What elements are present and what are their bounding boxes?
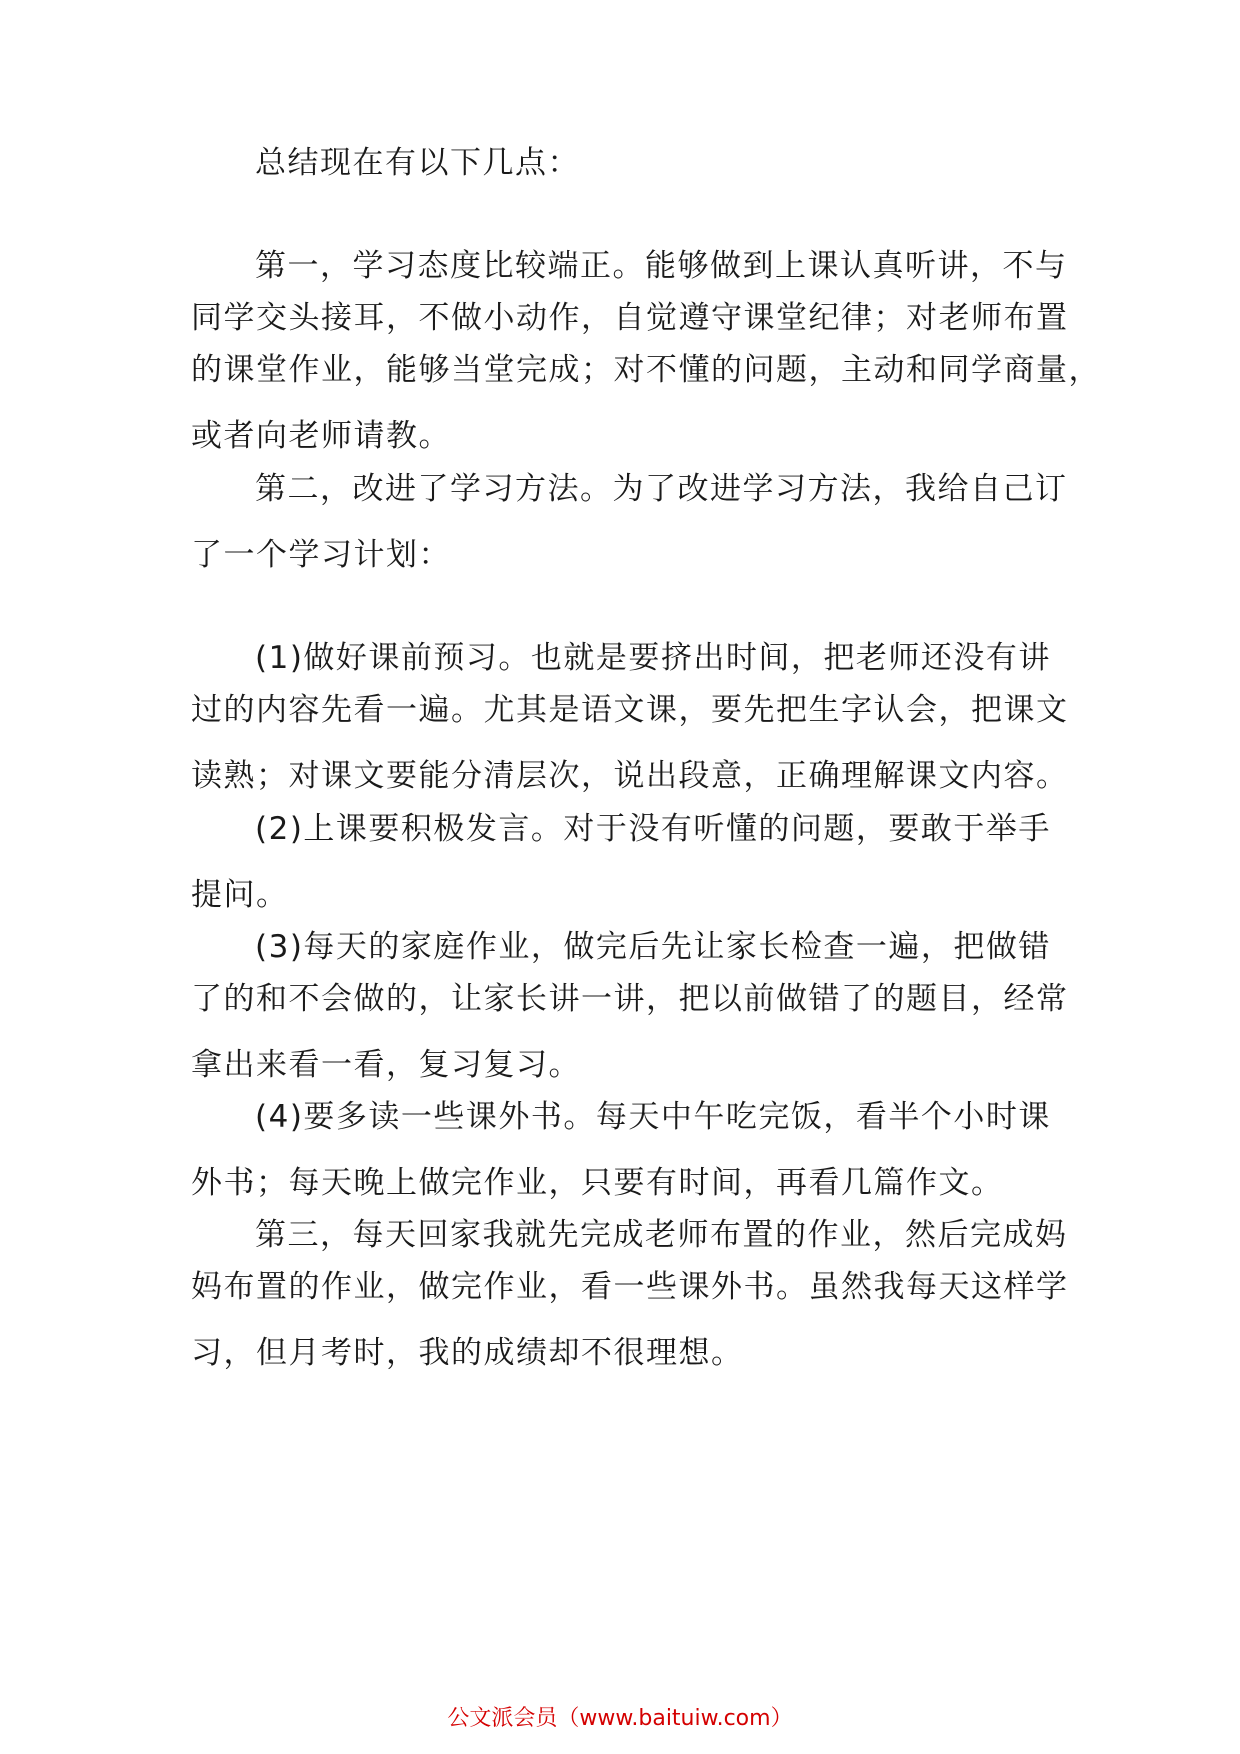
text-line: 的课堂作业，能够当堂完成；对不懂的问题，主动和同学商量，	[191, 352, 1101, 388]
text-line: 第二，改进了学习方法。为了改进学习方法，我给自己订	[255, 471, 1068, 507]
text-line: 或者向老师请教。	[191, 418, 451, 454]
text-line: (4)要多读一些课外书。每天中午吃完饭，看半个小时课	[255, 1099, 1051, 1135]
text-line: 提问。	[191, 877, 289, 913]
footer-watermark: 公文派会员（www.baituiw.com）	[447, 1706, 793, 1731]
text-line: (1)做好课前预习。也就是要挤出时间，把老师还没有讲	[255, 640, 1051, 676]
text-line: 总结现在有以下几点：	[255, 145, 580, 181]
text-line: 读熟；对课文要能分清层次，说出段意，正确理解课文内容。	[191, 758, 1069, 794]
text-line: 过的内容先看一遍。尤其是语文课，要先把生字认会，把课文	[191, 692, 1069, 728]
text-line: 第一，学习态度比较端正。能够做到上课认真听讲，不与	[255, 248, 1068, 284]
text-line: (2)上课要积极发言。对于没有听懂的问题，要敢于举手	[255, 811, 1051, 847]
text-line: 妈布置的作业，做完作业，看一些课外书。虽然我每天这样学	[191, 1269, 1069, 1305]
text-line: 同学交头接耳，不做小动作，自觉遵守课堂纪律；对老师布置	[191, 300, 1069, 336]
text-line: 拿出来看一看，复习复习。	[191, 1047, 581, 1083]
text-line: 了的和不会做的，让家长讲一讲，把以前做错了的题目，经常	[191, 981, 1069, 1017]
text-line: (3)每天的家庭作业，做完后先让家长检查一遍，把做错	[255, 929, 1051, 965]
text-line: 了一个学习计划：	[191, 537, 451, 573]
text-line: 第三，每天回家我就先完成老师布置的作业，然后完成妈	[255, 1217, 1068, 1253]
text-line: 外书；每天晚上做完作业，只要有时间，再看几篇作文。	[191, 1165, 1004, 1201]
text-line: 习，但月考时，我的成绩却不很理想。	[191, 1335, 744, 1371]
